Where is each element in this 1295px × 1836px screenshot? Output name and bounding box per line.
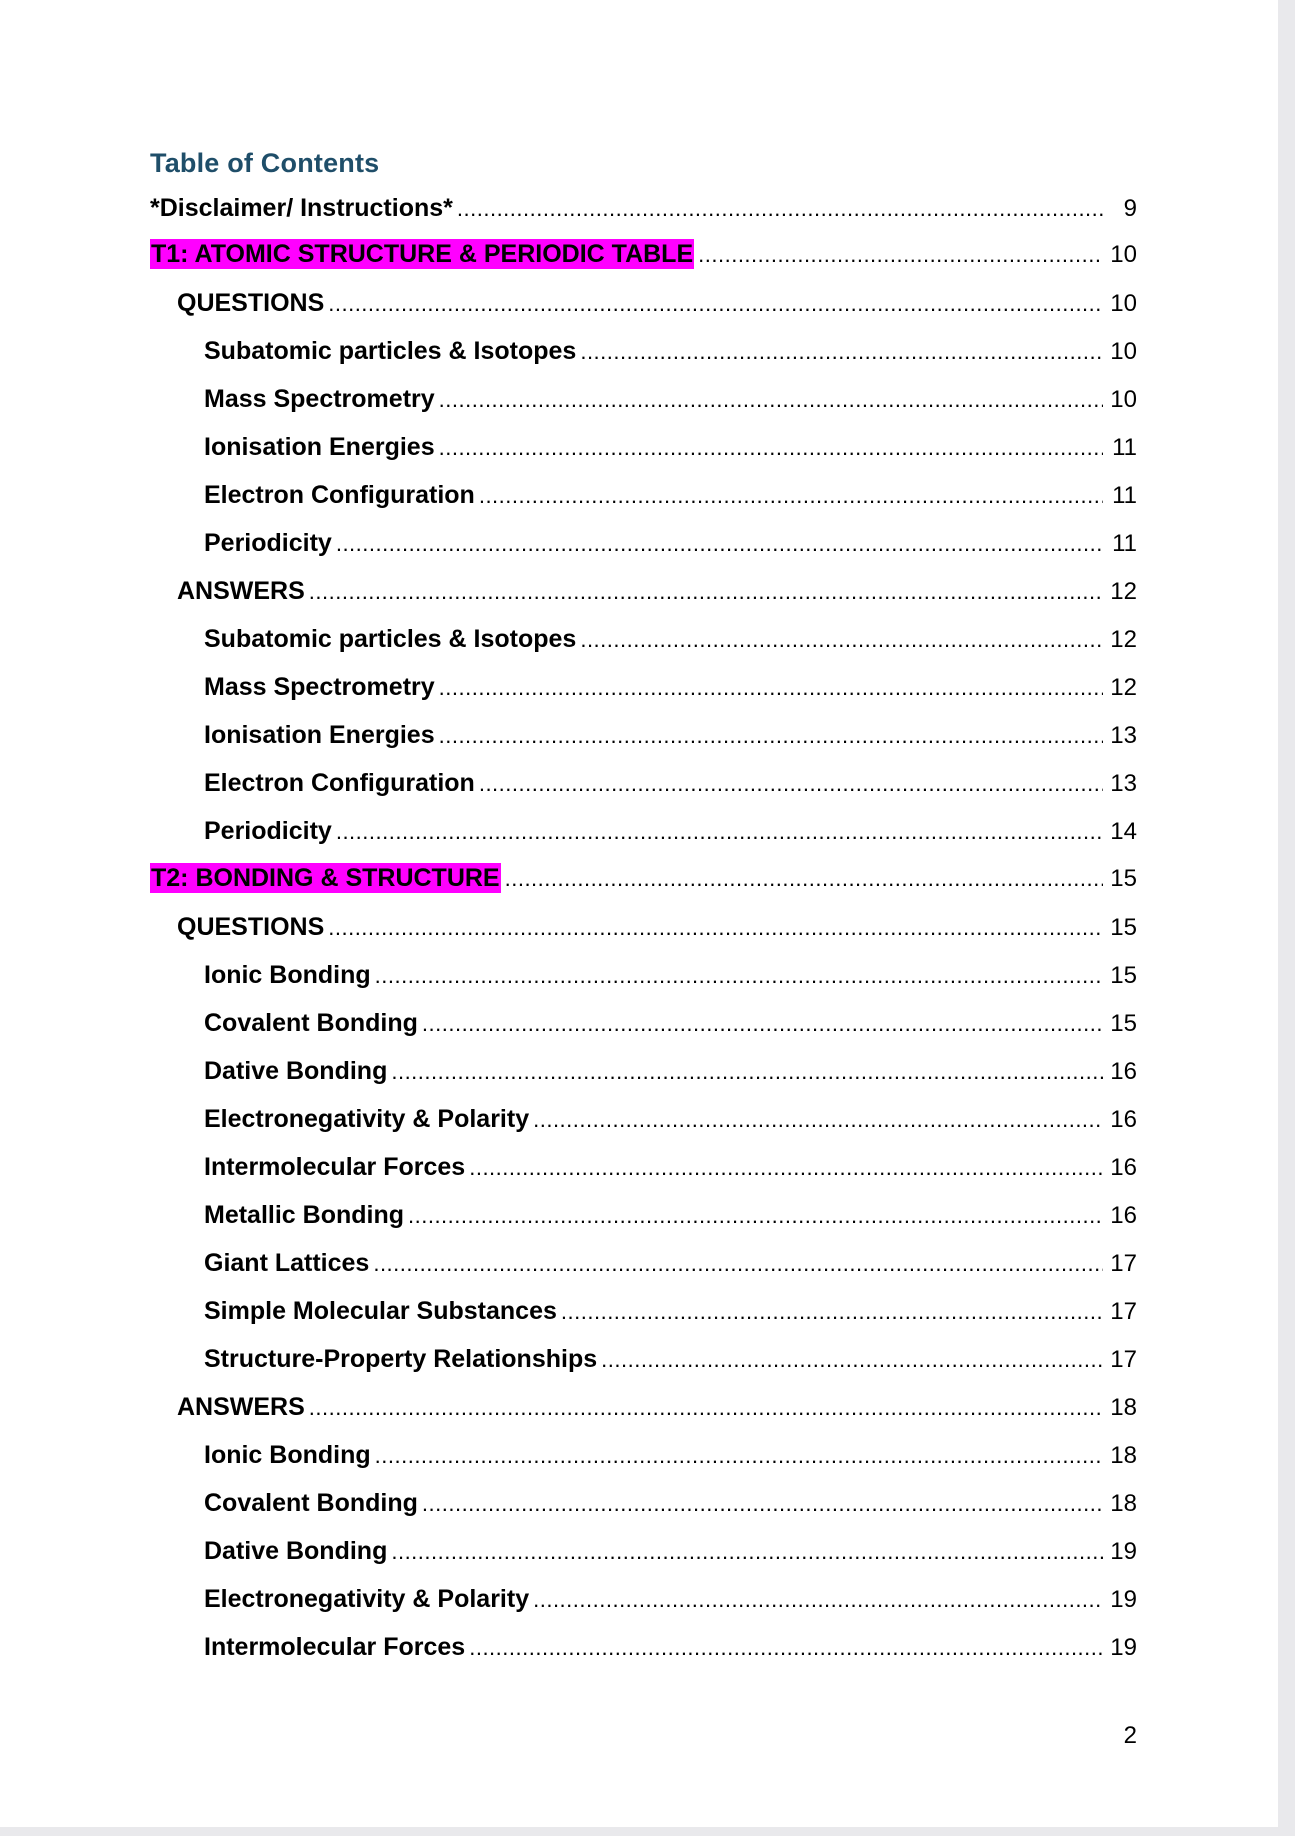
toc-entry-page: 15	[1110, 914, 1137, 941]
toc-dot-leader	[457, 186, 1103, 231]
toc-entry-label: Subatomic particles & Isotopes	[204, 625, 577, 653]
toc-dot-leader	[336, 808, 1103, 856]
toc-dot-leader	[439, 376, 1103, 424]
toc-entry[interactable]	[150, 1095, 1137, 1143]
toc-entry-page: 17	[1110, 1250, 1137, 1277]
toc-entry-label: Periodicity	[204, 817, 332, 845]
toc-entry[interactable]	[150, 519, 1137, 567]
toc-dot-leader	[373, 1240, 1103, 1288]
toc-entry-label: Dative Bonding	[204, 1057, 388, 1085]
toc-entry-page: 13	[1110, 722, 1137, 749]
toc-entry-page: 19	[1110, 1586, 1137, 1613]
toc-entry-label: Electron Configuration	[204, 481, 475, 509]
toc-entry-label: Ionisation Energies	[204, 721, 435, 749]
toc-entry-page: 10	[1110, 290, 1137, 317]
toc-entry[interactable]	[150, 1335, 1137, 1383]
toc-entry-label: Metallic Bonding	[204, 1201, 404, 1229]
toc-entry-page: 16	[1110, 1058, 1137, 1085]
toc-dot-leader	[479, 472, 1103, 520]
toc-entry[interactable]	[150, 1623, 1137, 1671]
toc-entry[interactable]	[150, 375, 1137, 423]
toc-dot-leader	[469, 1144, 1103, 1192]
toc-entry-page: 11	[1112, 482, 1137, 509]
toc-dot-leader	[375, 1432, 1103, 1480]
toc-entry[interactable]	[150, 1143, 1137, 1191]
toc-entry-page: 12	[1110, 626, 1137, 653]
toc-entry[interactable]	[150, 903, 1137, 951]
toc-entry[interactable]	[150, 567, 1137, 615]
toc-entry-page: 12	[1110, 578, 1137, 605]
toc-list	[150, 186, 1137, 1671]
toc-entry-label: Electronegativity & Polarity	[204, 1585, 530, 1613]
toc-entry-page: 16	[1110, 1106, 1137, 1133]
toc-dot-leader	[601, 1336, 1103, 1384]
toc-entry[interactable]	[150, 1575, 1137, 1623]
toc-dot-leader	[479, 760, 1103, 808]
toc-entry[interactable]	[150, 471, 1137, 519]
toc-entry-page: 18	[1110, 1490, 1137, 1517]
toc-entry-page: 11	[1112, 530, 1137, 557]
toc-dot-leader	[439, 712, 1103, 760]
toc-dot-leader	[533, 1096, 1103, 1144]
toc-entry-label-highlighted: T2: BONDING & STRUCTURE	[151, 864, 500, 892]
toc-entry-page: 19	[1110, 1538, 1137, 1565]
toc-entry-page: 15	[1110, 962, 1137, 989]
toc-entry-label-highlighted: T1: ATOMIC STRUCTURE & PERIODIC TABLE	[151, 240, 694, 268]
toc-dot-leader	[336, 520, 1103, 568]
toc-dot-leader	[580, 616, 1103, 664]
toc-entry[interactable]	[150, 279, 1137, 327]
toc-entry-label: Electronegativity & Polarity	[204, 1105, 530, 1133]
toc-entry-label: QUESTIONS	[177, 289, 325, 317]
toc-entry-label: Covalent Bonding	[204, 1009, 418, 1037]
toc-entry-label: Periodicity	[204, 529, 332, 557]
toc-entry-page: 9	[1123, 195, 1137, 222]
toc-entry-label: Electron Configuration	[204, 769, 475, 797]
toc-entry-label: Intermolecular Forces	[204, 1633, 466, 1661]
toc-dot-leader	[422, 1480, 1103, 1528]
toc-entry-label: Mass Spectrometry	[204, 673, 435, 701]
toc-entry-page: 16	[1110, 1154, 1137, 1181]
toc-dot-leader	[328, 904, 1103, 952]
page-number: 2	[1123, 1722, 1137, 1749]
toc-entry-page: 17	[1110, 1346, 1137, 1373]
toc-entry-page: 13	[1110, 770, 1137, 797]
toc-entry[interactable]	[150, 1431, 1137, 1479]
toc-entry[interactable]	[150, 327, 1137, 375]
toc-dot-leader	[439, 664, 1103, 712]
toc-entry[interactable]	[150, 186, 1137, 231]
toc-entry-label: Mass Spectrometry	[204, 385, 435, 413]
toc-entry-page: 16	[1110, 1202, 1137, 1229]
toc-entry[interactable]	[150, 1527, 1137, 1575]
toc-entry-page: 15	[1110, 1010, 1137, 1037]
toc-entry-label: Dative Bonding	[204, 1537, 388, 1565]
toc-entry-label: ANSWERS	[177, 577, 305, 605]
toc-dot-leader	[439, 424, 1103, 472]
toc-dot-leader	[408, 1192, 1103, 1240]
toc-dot-leader	[580, 328, 1103, 376]
toc-dot-leader	[391, 1528, 1103, 1576]
toc-entry[interactable]	[150, 1047, 1137, 1095]
toc-entry[interactable]	[150, 999, 1137, 1047]
toc-entry-label: Intermolecular Forces	[204, 1153, 466, 1181]
toc-dot-leader	[328, 280, 1103, 328]
toc-entry-label: Giant Lattices	[204, 1249, 370, 1277]
toc-dot-leader	[309, 1384, 1103, 1432]
toc-entry-label: Ionisation Energies	[204, 433, 435, 461]
toc-entry[interactable]	[150, 423, 1137, 471]
toc-entry-page: 19	[1110, 1634, 1137, 1661]
toc-entry[interactable]	[150, 951, 1137, 999]
toc-entry-label: Covalent Bonding	[204, 1489, 418, 1517]
toc-dot-leader	[533, 1576, 1103, 1624]
toc-entry[interactable]	[150, 1479, 1137, 1527]
toc-entry-page: 15	[1110, 865, 1137, 892]
toc-entry[interactable]	[150, 855, 1137, 903]
toc-entry-label: Structure-Property Relationships	[204, 1345, 598, 1373]
toc-dot-leader	[698, 231, 1103, 279]
toc-entry[interactable]	[150, 807, 1137, 855]
toc-title: Table of Contents	[150, 148, 380, 178]
toc-entry[interactable]	[150, 615, 1137, 663]
toc-entry-page: 11	[1112, 434, 1137, 461]
toc-entry-page: 10	[1110, 386, 1137, 413]
toc-entry[interactable]	[150, 1383, 1137, 1431]
toc-dot-leader	[375, 952, 1103, 1000]
toc-entry[interactable]	[150, 1239, 1137, 1287]
toc-dot-leader	[422, 1000, 1103, 1048]
toc-entry-page: 18	[1110, 1394, 1137, 1421]
toc-entry-label: QUESTIONS	[177, 913, 325, 941]
toc-dot-leader	[561, 1288, 1103, 1336]
toc-entry[interactable]	[150, 1191, 1137, 1239]
toc-entry-page: 18	[1110, 1442, 1137, 1469]
toc-entry[interactable]	[150, 711, 1137, 759]
toc-entry-label: *Disclaimer/ Instructions*	[150, 194, 453, 222]
toc-entry-label: ANSWERS	[177, 1393, 305, 1421]
toc-entry-page: 10	[1110, 241, 1137, 268]
toc-entry[interactable]	[150, 231, 1137, 279]
toc-entry-label: Ionic Bonding	[204, 961, 371, 989]
toc-entry-label: Subatomic particles & Isotopes	[204, 337, 577, 365]
toc-dot-leader	[309, 568, 1103, 616]
toc-entry-page: 17	[1110, 1298, 1137, 1325]
toc-entry[interactable]	[150, 759, 1137, 807]
toc-entry-page: 10	[1110, 338, 1137, 365]
toc-entry-page: 14	[1110, 818, 1137, 845]
toc-entry[interactable]	[150, 1287, 1137, 1335]
toc-dot-leader	[505, 855, 1103, 903]
toc-entry-label: Ionic Bonding	[204, 1441, 371, 1469]
toc-dot-leader	[469, 1624, 1103, 1672]
toc-dot-leader	[391, 1048, 1103, 1096]
toc-entry-label: Simple Molecular Substances	[204, 1297, 557, 1325]
toc-entry[interactable]	[150, 663, 1137, 711]
toc-entry-page: 12	[1110, 674, 1137, 701]
